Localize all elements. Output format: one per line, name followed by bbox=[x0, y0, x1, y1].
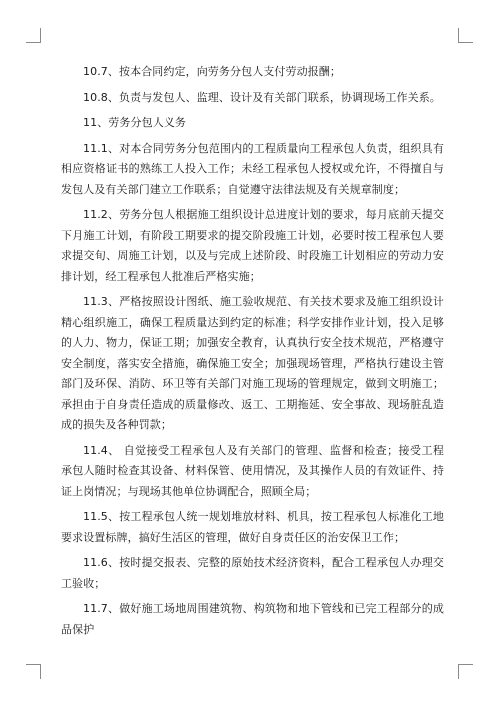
clause-10-7: 10.7、按本合同约定，向劳务分包人支付劳动报酬； bbox=[83, 65, 341, 78]
crop-mark-top-left bbox=[26, 28, 41, 43]
clause-11-2: 11.2、劳务分包人根据施工组织设计总进度计划的要求，每月底前天提交下月施工计划，有阶段工期要求的提交阶段施工计划，必要时按工程承包人要求提交旬、周施工计划，以及与完成上述阶段、时段施工计划相应的劳动力安排计划，经工程承包人批准后严格实施； bbox=[61, 208, 444, 283]
crop-mark-bottom-right bbox=[458, 664, 473, 679]
section-heading-11: 11、劳务分包人义务 bbox=[83, 116, 186, 129]
clause-11-5: 11.5、按工程承包人统一规划堆放材料、机具，按工程承包人标准化工地要求设置标牌，搞好生活区的管理，做好自身责任区的治安保卫工作； bbox=[61, 510, 444, 544]
clause-11-4: 11.4、 自觉接受工程承包人及有关部门的管理、监督和检查；接受工程承包人随时检查其设备、材料保管、使用情况，及其操作人员的有效证件、持证上岗情况；与现场其他单位协调配合，照顾全局； bbox=[61, 443, 444, 498]
clause-10-8: 10.8、负责与发包人、监理、设计及有关部门联系，协调现场工作关系。 bbox=[83, 90, 441, 104]
crop-mark-bottom-left bbox=[26, 664, 41, 679]
crop-mark-top-right bbox=[458, 28, 473, 43]
clause-11-1: 11.1、对本合同劳务分包范围内的工程质量向工程承包人负责，组织具有相应资格证书的熟练工人投入工作；未经工程承包人授权或允许，不得擅自与发包人及有关部门建立工作联系；自觉遵守法律法规及有关规章制度； bbox=[61, 141, 444, 196]
clause-11-3: 11.3、严格按照设计图纸、施工验收规范、有关技术要求及施工组织设计精心组织施工，确保工程质量达到约定的标准；科学安排作业计划，投入足够的人力、物力，保证工期；加强安全教育，认真执行安全技术规范，严格遵守安全制度，落实安全措施，确保施工安全；加强现场管理，严格执行建设主管部门及环保、消防、环卫等有关部门对施工现场的管理规定，做到文明施工；承担由于自身责任造成的质量修改、返工、工期拖延、安全事故、现场脏乱造成的损失及各种罚款； bbox=[61, 295, 444, 431]
document-body bbox=[61, 62, 444, 645]
clause-11-6: 11.6、按时提交报表、完整的原始技术经济资料，配合工程承包人办理交工验收； bbox=[61, 556, 444, 590]
clause-11-7: 11.7、做好施工场地周围建筑物、构筑物和地下管线和已完工程部分的成品保护 bbox=[61, 602, 444, 636]
